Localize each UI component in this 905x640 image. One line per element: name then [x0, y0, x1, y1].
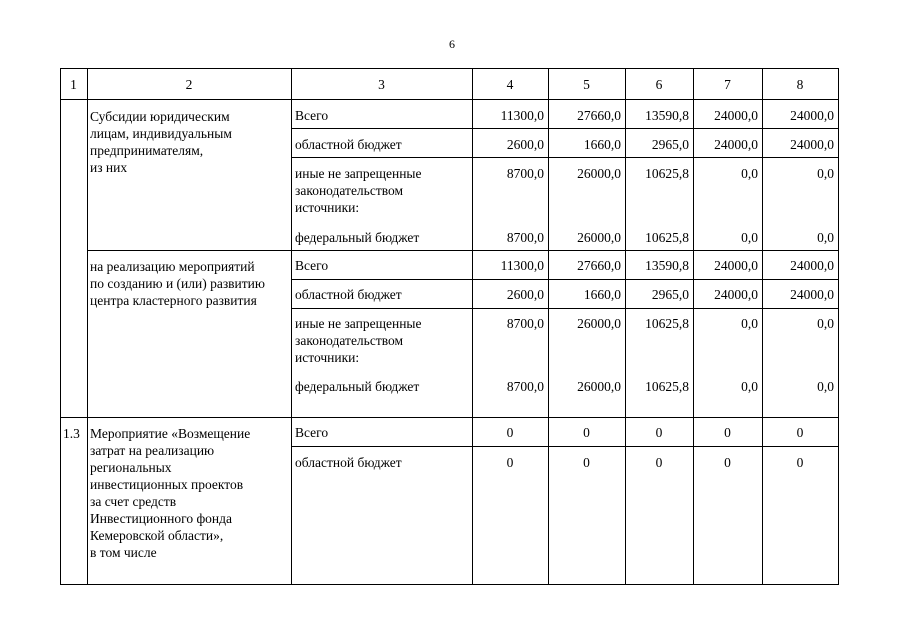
- column-header-2: 2: [185, 77, 193, 92]
- funding-source-label: Всего: [295, 258, 329, 273]
- value-cell: 0: [724, 425, 731, 440]
- value-cell: 0,0: [817, 230, 834, 245]
- value-cell: 10625,8: [645, 316, 689, 331]
- value-cell: 0,0: [817, 316, 834, 331]
- value-cell: 24000,0: [790, 108, 834, 123]
- funding-source-label: областной бюджет: [295, 455, 402, 470]
- value-cell: 24000,0: [790, 258, 834, 273]
- row-title-subsidies: Субсидии юридическим лицам, индивидуальным предпринимателям, из них: [90, 109, 232, 175]
- value-cell: 0,0: [741, 166, 758, 181]
- value-cell: 27660,0: [577, 258, 621, 273]
- value-cell: 13590,8: [645, 258, 689, 273]
- funding-source-label: иные не запрещенные законодательством источники:: [295, 316, 422, 365]
- value-cell: 24000,0: [714, 258, 758, 273]
- value-cell: 11300,0: [500, 108, 544, 123]
- column-header-8: 8: [796, 77, 804, 92]
- funding-source-label: областной бюджет: [295, 137, 402, 152]
- value-cell: 1660,0: [583, 137, 621, 152]
- value-cell: 26000,0: [577, 230, 621, 245]
- value-cell: 0: [583, 455, 590, 470]
- funding-source-label: федеральный бюджет: [295, 230, 420, 245]
- value-cell: 27660,0: [577, 108, 621, 123]
- value-cell: 0,0: [817, 166, 834, 181]
- funding-source-label: областной бюджет: [295, 287, 402, 302]
- table-border-right: [838, 68, 839, 584]
- value-cell: 0: [655, 455, 663, 470]
- table-border-bottom: [60, 584, 839, 585]
- value-cell: 0: [506, 425, 514, 440]
- funding-source-label: федеральный бюджет: [295, 379, 420, 394]
- value-cell: 2965,0: [651, 287, 689, 302]
- funding-source-label: иные не запрещенные законодательством источники:: [295, 166, 422, 215]
- value-cell: 2600,0: [506, 287, 544, 302]
- value-cell: 0,0: [741, 379, 758, 394]
- value-cell: 10625,8: [645, 379, 689, 394]
- value-cell: 0: [724, 455, 731, 470]
- column-divider: [291, 68, 292, 584]
- column-header-1: 1: [70, 77, 77, 92]
- value-cell: 8700,0: [506, 379, 544, 394]
- value-cell: 0,0: [741, 316, 758, 331]
- value-cell: 24000,0: [714, 137, 758, 152]
- table-border-left: [60, 68, 61, 584]
- row-divider: [291, 128, 839, 129]
- value-cell: 0: [583, 425, 590, 440]
- column-header-7: 7: [724, 77, 731, 92]
- header-divider: [60, 99, 839, 100]
- row-divider: [87, 250, 839, 251]
- value-cell: 0: [796, 425, 804, 440]
- value-cell: 26000,0: [577, 379, 621, 394]
- value-cell: 0: [506, 455, 514, 470]
- funding-source-label: Всего: [295, 108, 329, 123]
- value-cell: 0,0: [741, 230, 758, 245]
- value-cell: 8700,0: [506, 230, 544, 245]
- value-cell: 1660,0: [583, 287, 621, 302]
- column-divider: [87, 68, 88, 584]
- table-border-top: [60, 68, 839, 69]
- page-number: 6: [449, 37, 455, 51]
- value-cell: 26000,0: [577, 316, 621, 331]
- value-cell: 0: [655, 425, 663, 440]
- value-cell: 24000,0: [790, 137, 834, 152]
- column-header-4: 4: [506, 77, 514, 92]
- row-number: 1.3: [63, 426, 80, 441]
- row-divider: [291, 279, 839, 280]
- value-cell: 0: [796, 455, 804, 470]
- value-cell: 13590,8: [645, 108, 689, 123]
- value-cell: 8700,0: [506, 166, 544, 181]
- column-header-6: 6: [655, 77, 663, 92]
- value-cell: 24000,0: [714, 108, 758, 123]
- funding-source-label: Всего: [295, 425, 329, 440]
- value-cell: 24000,0: [790, 287, 834, 302]
- value-cell: 2600,0: [506, 137, 544, 152]
- value-cell: 24000,0: [714, 287, 758, 302]
- row-title-investment-measure: Мероприятие «Возмещение затрат на реализацию региональных инвестиционных проектов за счет средств Инвестиционного фонда Кемеровской области», в том числе: [90, 426, 251, 560]
- value-cell: 11300,0: [500, 258, 544, 273]
- row-title-cluster-center: на реализацию мероприятий по созданию и (или) развитию центра кластерного развития: [90, 259, 265, 308]
- row-divider: [291, 446, 839, 447]
- value-cell: 10625,8: [645, 230, 689, 245]
- column-header-3: 3: [378, 77, 385, 92]
- column-header-5: 5: [583, 77, 590, 92]
- row-divider: [291, 157, 839, 158]
- value-cell: 26000,0: [577, 166, 621, 181]
- value-cell: 0,0: [817, 379, 834, 394]
- value-cell: 2965,0: [651, 137, 689, 152]
- value-cell: 8700,0: [506, 316, 544, 331]
- row-divider: [60, 417, 839, 418]
- value-cell: 10625,8: [645, 166, 689, 181]
- row-divider: [291, 308, 839, 309]
